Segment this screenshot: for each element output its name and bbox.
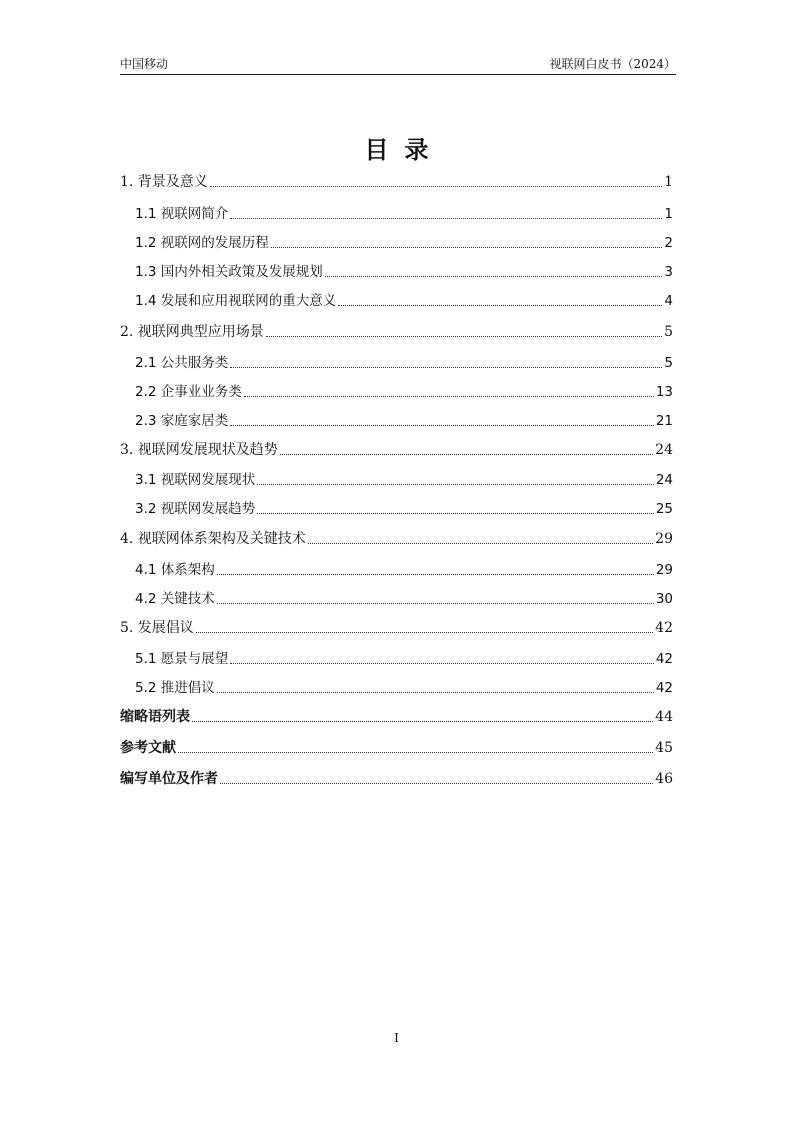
toc-entry-label: 1.4 发展和应用视联网的重大意义 [135, 293, 337, 309]
toc-entry[interactable] [135, 677, 673, 697]
toc-entry[interactable] [135, 203, 673, 223]
toc-entry-page: 42 [655, 651, 673, 667]
toc-entry-page: 2 [664, 235, 673, 251]
toc-dot-leader [280, 454, 653, 455]
toc-entry-page: 45 [655, 740, 673, 756]
toc-entry-label: 编写单位及作者 [120, 771, 218, 787]
toc-entry-page: 44 [655, 709, 673, 725]
toc-entry-label: 参考文献 [120, 740, 176, 756]
toc-title: 目录 [364, 136, 445, 164]
toc-entry-page: 5 [664, 355, 673, 371]
toc-entry-label: 2.2 企事业业务类 [135, 384, 242, 400]
toc-dot-leader [325, 276, 663, 277]
toc-dot-leader [244, 396, 654, 397]
toc-entry-label: 3. 视联网发展现状及趋势 [120, 442, 278, 458]
toc-dot-leader [271, 247, 663, 248]
toc-entry-label: 缩略语列表 [120, 709, 190, 725]
toc-dot-leader [217, 692, 654, 693]
toc-dot-leader [220, 783, 653, 784]
toc-entry-label: 1.3 国内外相关政策及发展规划 [135, 264, 323, 280]
toc-entry-label: 2. 视联网典型应用场景 [120, 324, 264, 340]
toc-dot-leader [257, 513, 654, 514]
toc-entry[interactable] [135, 381, 673, 401]
toc-entry[interactable] [120, 528, 673, 548]
toc-entry-page: 1 [664, 174, 673, 190]
toc-entry-label: 2.3 家庭家居类 [135, 413, 229, 429]
toc-dot-leader [217, 574, 654, 575]
toc-entry[interactable] [120, 737, 673, 757]
toc-entry-page: 42 [655, 680, 673, 696]
toc-entry-page: 25 [655, 501, 673, 517]
toc-entry-page: 24 [655, 442, 673, 458]
toc-entry-label: 4.2 关键技术 [135, 591, 215, 607]
toc-dot-leader [192, 721, 653, 722]
page-number: I [394, 1031, 399, 1045]
toc-entry-label: 3.2 视联网发展趋势 [135, 501, 256, 517]
toc-entry-page: 46 [655, 771, 673, 787]
toc-entry-page: 42 [655, 620, 673, 636]
toc-entry-label: 5. 发展倡议 [120, 620, 194, 636]
toc-entry-label: 1.1 视联网简介 [135, 206, 229, 222]
toc-entry-label: 4.1 体系架构 [135, 562, 215, 578]
toc-dot-leader [217, 603, 654, 604]
toc-entry[interactable] [135, 588, 673, 608]
toc-entry[interactable] [135, 498, 673, 518]
toc-entry[interactable] [120, 171, 673, 191]
toc-dot-leader [210, 186, 662, 187]
toc-entry-page: 29 [655, 531, 673, 547]
toc-entry-page: 29 [655, 562, 673, 578]
toc-entry-page: 5 [664, 324, 673, 340]
toc-entry-page: 24 [655, 472, 673, 488]
toc-dot-leader [230, 218, 662, 219]
toc-dot-leader [257, 484, 654, 485]
header-organization: 中国移动 [120, 57, 169, 71]
toc-entry-page: 3 [664, 264, 673, 280]
toc-entry-page: 4 [664, 293, 673, 309]
toc-entry-page: 21 [655, 413, 673, 429]
toc-entry[interactable] [120, 706, 673, 726]
toc-entry[interactable] [135, 290, 673, 310]
toc-entry[interactable] [120, 617, 673, 637]
toc-entry[interactable] [135, 559, 673, 579]
toc-dot-leader [178, 752, 653, 753]
toc-dot-leader [196, 632, 653, 633]
toc-entry[interactable] [135, 410, 673, 430]
toc-dot-leader [266, 336, 662, 337]
toc-dot-leader [338, 305, 662, 306]
toc-entry-page: 30 [655, 591, 673, 607]
toc-dot-leader [230, 663, 654, 664]
toc-entry[interactable] [135, 232, 673, 252]
toc-entry[interactable] [135, 648, 673, 668]
toc-entry-page: 13 [655, 384, 673, 400]
toc-entry[interactable] [120, 321, 673, 341]
toc-dot-leader [308, 543, 653, 544]
toc-entry[interactable] [135, 469, 673, 489]
toc-entry-label: 5.2 推进倡议 [135, 680, 215, 696]
toc-entry[interactable] [120, 439, 673, 459]
toc-entry[interactable] [120, 768, 673, 788]
toc-dot-leader [230, 367, 662, 368]
toc-dot-leader [230, 425, 654, 426]
toc-entry-label: 1. 背景及意义 [120, 174, 208, 190]
toc-entry-page: 1 [664, 206, 673, 222]
toc-entry[interactable] [135, 352, 673, 372]
toc-entry-label: 4. 视联网体系架构及关键技术 [120, 531, 306, 547]
toc-entry-label: 1.2 视联网的发展历程 [135, 235, 269, 251]
toc-entry-label: 2.1 公共服务类 [135, 355, 229, 371]
toc-entry-label: 3.1 视联网发展现状 [135, 472, 256, 488]
toc-entry-label: 5.1 愿景与展望 [135, 651, 229, 667]
header-document-title: 视联网白皮书（2024） [549, 57, 676, 71]
toc-entry[interactable] [135, 261, 673, 281]
